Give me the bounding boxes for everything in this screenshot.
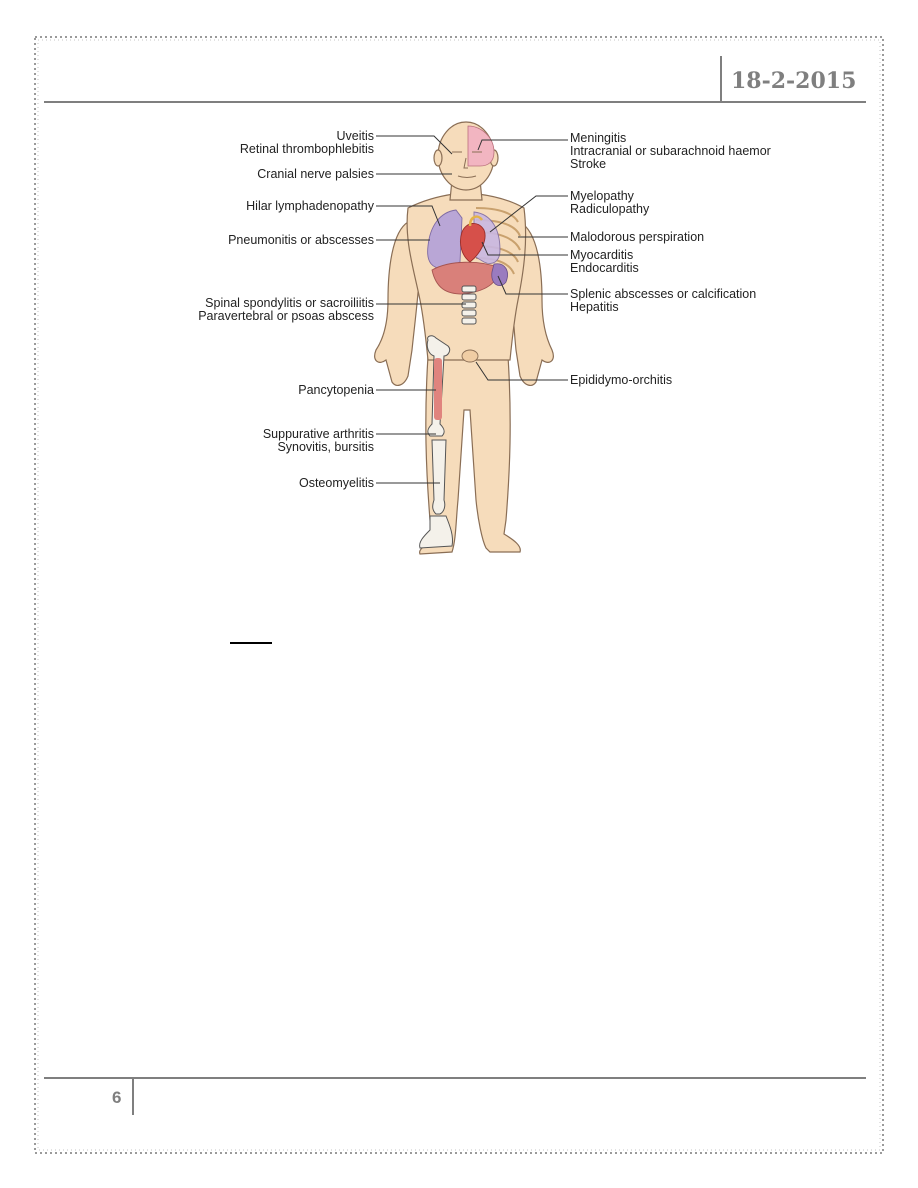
brain-highlight	[468, 126, 494, 166]
label-myocarditis: Myocarditis	[570, 248, 634, 262]
label-meningitis: Meningitis	[570, 131, 627, 145]
label-paravertebral-abscess: Paravertebral or psoas abscess	[198, 309, 374, 323]
label-pancytopenia: Pancytopenia	[298, 383, 374, 397]
body-illustration	[375, 122, 554, 554]
label-hepatitis: Hepatitis	[570, 300, 619, 314]
label-spinal-spondylitis: Spinal spondylitis or sacroiliitis	[205, 296, 374, 310]
label-uveitis: Uveitis	[336, 129, 374, 143]
label-intracranial-haemorrhage: Intracranial or subarachnoid haemor	[570, 144, 771, 158]
label-cranial-nerve-palsies: Cranial nerve palsies	[257, 167, 374, 181]
label-malodorous-perspiration: Malodorous perspiration	[570, 230, 705, 244]
label-epididymo-orchitis: Epididymo-orchitis	[570, 373, 673, 387]
label-stroke: Stroke	[570, 157, 607, 171]
page-number: 6	[112, 1088, 122, 1107]
right-labels	[570, 131, 771, 387]
label-myelopathy: Myelopathy	[570, 189, 634, 203]
header-date: 18-2-2015	[731, 68, 857, 94]
left-labels	[198, 129, 375, 490]
label-synovitis-bursitis: Synovitis, bursitis	[277, 440, 374, 454]
genitals	[462, 350, 478, 362]
spleen	[492, 264, 508, 286]
label-hilar-lymphadenopathy: Hilar lymphadenopathy	[246, 199, 374, 213]
label-pneumonitis: Pneumonitis or abscesses	[228, 233, 374, 247]
label-splenic-abscesses: Splenic abscesses or calcification	[570, 287, 757, 301]
foot-bones	[420, 516, 453, 548]
label-radiculopathy: Radiculopathy	[570, 202, 650, 216]
label-endocarditis: Endocarditis	[570, 261, 639, 275]
spine	[462, 286, 476, 324]
label-suppurative-arthritis: Suppurative arthritis	[262, 427, 374, 441]
tibia	[432, 440, 446, 514]
label-retinal-thrombophlebitis: Retinal thrombophlebitis	[239, 142, 374, 156]
label-osteomyelitis: Osteomyelitis	[298, 476, 374, 490]
